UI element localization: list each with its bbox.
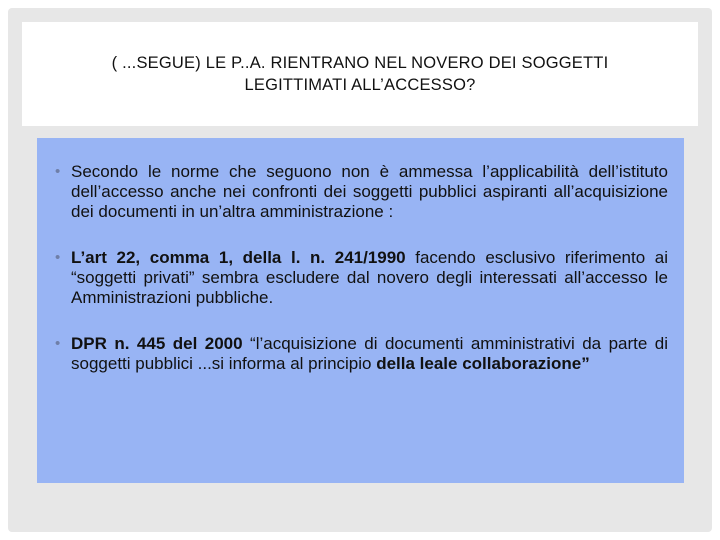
slide-title-line-1: ( ...SEGUE) LE P..A. RIENTRANO NEL NOVERO DEI SOGGETTI [111, 54, 609, 72]
title-box [22, 22, 698, 126]
content-box [37, 138, 684, 483]
bullet-bold-reference: DPR n. 445 del 2000 [71, 334, 243, 353]
bullet-list [55, 162, 669, 374]
bullet-dot-icon: • [55, 335, 61, 352]
bullet-text: Secondo le norme che seguono non è ammessa l’applicabilità dell’istituto dell’accesso anche nei confronti dei soggetti pubblici aspiranti all’acquisizione dei documenti in un’altra amministrazione : [71, 162, 668, 221]
bullet-dot-icon: • [55, 163, 61, 180]
slide-title [112, 52, 609, 96]
bullet-bold-ending: della leale collaborazione” [376, 354, 590, 373]
bullet-bold-reference: L’art 22, comma 1, della l. n. 241/1990 [71, 248, 406, 267]
bullet-item-dpr-445 [55, 334, 668, 374]
bullet-dot-icon: • [55, 249, 61, 266]
slide-title-line-2: LEGITTIMATI ALL’ACCESSO? [244, 76, 476, 94]
bullet-item-secondo-le-norme [55, 162, 668, 222]
bullet-text: facendo esclusivo riferimento ai “soggetti privati” sembra escludere dal novero degli interessati all’accesso le Amministrazioni pubbliche. [71, 248, 669, 307]
bullet-text: “l’acquisizione di documenti amministrativi da parte di soggetti pubblici ...si informa al principio [71, 334, 668, 373]
bullet-item-art-22 [55, 248, 669, 308]
